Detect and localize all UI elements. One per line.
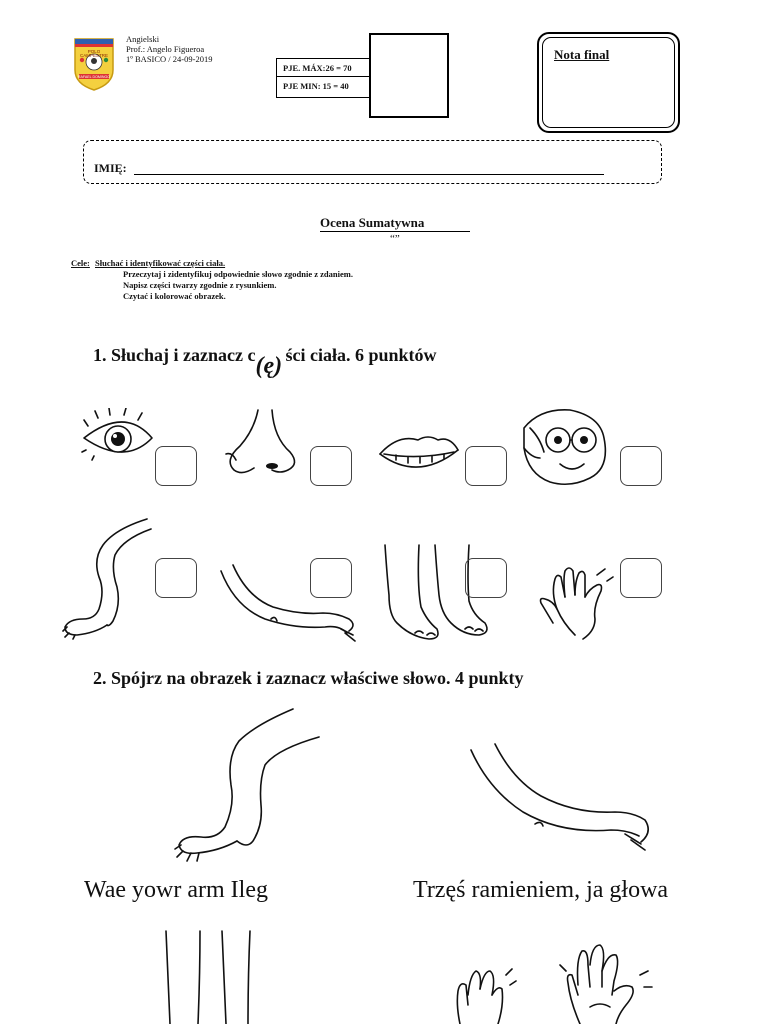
class-date-label: 1º BASICO / 24-09-2019	[126, 54, 213, 64]
feet-icon	[166, 931, 250, 1024]
subject-label: Angielski	[126, 34, 160, 44]
school-crest	[72, 36, 116, 92]
section1-title-start: 1. Słuchaj i zaznacz c	[93, 345, 256, 365]
checkbox-eye[interactable]	[155, 446, 197, 486]
goal-item-3: Napisz części twarzy zgodnie z rysunkiem.	[123, 280, 277, 290]
header-info	[126, 34, 212, 64]
checkbox-arm[interactable]	[310, 558, 352, 598]
assessment-quote: “”	[390, 233, 400, 245]
nose-icon	[226, 410, 295, 473]
name-input-line[interactable]	[134, 174, 604, 175]
arm-icon	[471, 744, 648, 850]
crest-text-2: CAMPESTRE	[79, 53, 109, 58]
checkbox-mouth[interactable]	[465, 446, 507, 486]
section2-leg-picture	[165, 705, 335, 865]
crest-text-3: RAFAEL DOMINGO	[77, 75, 111, 79]
section2-arm-picture	[465, 740, 655, 855]
checkbox-hand[interactable]	[620, 558, 662, 598]
checkbox-leg[interactable]	[155, 558, 197, 598]
mouth-icon	[380, 437, 458, 467]
section1-row2-pictures	[55, 515, 680, 650]
goal-item-2: Przeczytaj i zidentyfikuj odpowiednie słowo zgodnie z zdaniem.	[123, 269, 353, 279]
section2-feet-picture	[150, 925, 270, 1024]
assessment-title-underline	[320, 231, 470, 232]
caption-right: Trzęś ramieniem, ja głowa	[413, 877, 669, 903]
section1-title-end: ści ciała. 6 punktów	[285, 345, 437, 365]
score-table	[276, 58, 370, 98]
hand-icon	[560, 945, 652, 1024]
section1-title	[93, 345, 437, 379]
caption-left: Wae yowr arm Ileg	[84, 877, 268, 903]
leg-icon	[175, 709, 319, 861]
crest-text-1: POLO	[87, 49, 101, 54]
name-field-box	[83, 140, 662, 184]
face-icon	[524, 410, 605, 484]
hand-icon	[541, 568, 614, 639]
hand-icon	[457, 969, 516, 1024]
name-label: IMIĘ:	[94, 161, 127, 175]
checkbox-face[interactable]	[620, 446, 662, 486]
score-max: PJE. MÁX:26 = 70	[277, 59, 369, 77]
grade-mark-box[interactable]	[369, 33, 449, 118]
section1-title-overlay: (ę)	[255, 353, 283, 379]
final-grade-box[interactable]	[537, 32, 680, 133]
teacher-label: Prof.: Angelo Figueroa	[126, 44, 205, 54]
eye-icon	[82, 408, 152, 460]
checkbox-feet[interactable]	[465, 558, 507, 598]
goals-label: Cele:	[71, 258, 90, 268]
goal-item-1: Słuchać i identyfikować części ciała.	[95, 258, 226, 268]
goal-item-4: Czytać i kolorować obrazek.	[123, 291, 226, 301]
assessment-title: Ocena Sumatywna	[320, 215, 425, 230]
leg-icon	[63, 519, 151, 639]
section2-hands-picture	[440, 935, 670, 1024]
final-grade-label: Nota final	[554, 47, 610, 62]
checkbox-nose[interactable]	[310, 446, 352, 486]
score-min: PJE MIN: 15 = 40	[283, 81, 349, 91]
section2-title: 2. Spójrz na obrazek i zaznacz właściwe słowo. 4 punkty	[93, 668, 524, 688]
